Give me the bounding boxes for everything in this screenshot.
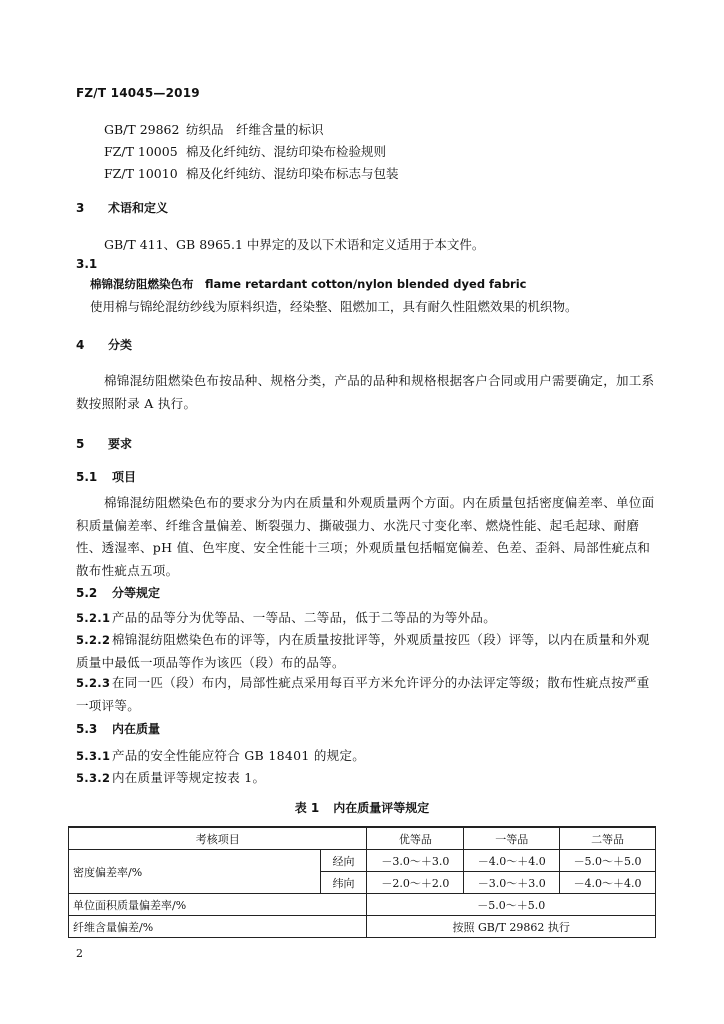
header-cell: 优等品 bbox=[367, 827, 464, 850]
header-cell: 考核项目 bbox=[69, 827, 367, 850]
section-title: 项目 bbox=[112, 470, 137, 484]
table-cell: －4.0～＋4.0 bbox=[464, 850, 560, 872]
section-5-2-heading bbox=[76, 584, 160, 601]
section-5-heading bbox=[76, 435, 132, 452]
clause-text: 产品的品等分为优等品、一等品、二等品，低于二等品的为等外品。 bbox=[112, 610, 497, 625]
term-definition: 使用棉与锦纶混纺纱线为原料织造，经染整、阻燃加工，具有耐久性阻燃效果的机织物。 bbox=[90, 299, 578, 314]
table-cell: －2.0～＋2.0 bbox=[367, 872, 464, 894]
section-4-heading bbox=[76, 336, 132, 353]
normative-reference bbox=[104, 164, 399, 182]
normative-reference bbox=[104, 142, 386, 160]
standard-header: FZ/T 14045—2019 bbox=[76, 86, 200, 100]
ref-title: 棉及化纤纯纺、混纺印染布标志与包装 bbox=[186, 166, 399, 181]
normative-reference bbox=[104, 120, 324, 138]
section-title: 内在质量 bbox=[112, 722, 161, 736]
clause-5-2-3 bbox=[76, 672, 658, 717]
table-row bbox=[69, 894, 656, 916]
section-5-1-text: 棉锦混纺阻燃染色布的要求分为内在质量和外观质量两个方面。内在质量包括密度偏差率、单位面积质量偏差率、纤维含量偏差、断裂强力、撕破强力、水洗尺寸变化率、燃烧性能、起毛起球、耐磨性、透湿率、pH 值、色牢度、安全性能十三项；外观质量包括幅宽偏差、色差、歪斜、局部性疵点和散布性疵点五项。 bbox=[76, 495, 655, 578]
term-name: 棉锦混纺阻燃染色布 flame retardant cotton/nylon blended dyed fabric bbox=[90, 277, 527, 291]
section-number: 5.1 bbox=[76, 470, 98, 484]
section-number: 5.3 bbox=[76, 722, 98, 736]
clause-5-3-1 bbox=[76, 745, 658, 768]
table-cell: －3.0～＋3.0 bbox=[464, 872, 560, 894]
clause-5-2-2 bbox=[76, 629, 658, 674]
section-3-intro: GB/T 411、GB 8965.1 中界定的及以下术语和定义适用于本文件。 bbox=[104, 237, 485, 252]
row-label: 纤维含量偏差/% bbox=[69, 916, 367, 938]
section-title: 术语和定义 bbox=[108, 201, 169, 215]
clause-number: 5.2.2 bbox=[76, 633, 111, 647]
quality-grade-table bbox=[68, 826, 656, 938]
clause-5-3-2 bbox=[76, 767, 658, 790]
clause-text: 棉锦混纺阻燃染色布的评等，内在质量按批评等，外观质量按匹（段）评等，以内在质量和外观质量中最低一项品等作为该匹（段）布的品等。 bbox=[76, 632, 650, 670]
clause-5-2-1 bbox=[76, 607, 658, 630]
section-5-3-heading bbox=[76, 720, 160, 737]
clause-text: 产品的安全性能应符合 GB 18401 的规定。 bbox=[112, 748, 366, 763]
term-number: 3.1 bbox=[76, 257, 98, 271]
table-title: 内在质量评等规定 bbox=[333, 801, 430, 815]
table-cell: 按照 GB/T 29862 执行 bbox=[367, 916, 656, 938]
header-cell: 一等品 bbox=[464, 827, 560, 850]
section-title: 要求 bbox=[108, 437, 133, 451]
table-cell: －4.0～＋4.0 bbox=[560, 872, 656, 894]
ref-code: FZ/T 10010 bbox=[104, 166, 178, 181]
table-cell: －5.0～＋5.0 bbox=[560, 850, 656, 872]
section-title: 分类 bbox=[108, 338, 133, 352]
clause-text: 在同一匹（段）布内，局部性疵点采用每百平方米允许评分的办法评定等级；散布性疵点按严重一项评等。 bbox=[76, 675, 650, 713]
section-number: 5 bbox=[76, 437, 85, 451]
table-cell: －5.0～＋5.0 bbox=[367, 894, 656, 916]
ref-title: 纺织品 纤维含量的标识 bbox=[186, 122, 324, 137]
row-label: 单位面积质量偏差率/% bbox=[69, 894, 367, 916]
section-number: 4 bbox=[76, 338, 85, 352]
clause-number: 5.2.1 bbox=[76, 611, 111, 625]
table-row bbox=[69, 916, 656, 938]
sub-label: 纬向 bbox=[320, 872, 367, 894]
clause-text: 内在质量评等规定按表 1。 bbox=[112, 770, 266, 785]
table-header-row bbox=[69, 827, 656, 850]
ref-code: GB/T 29862 bbox=[104, 122, 180, 137]
section-number: 5.2 bbox=[76, 586, 98, 600]
clause-number: 5.3.2 bbox=[76, 771, 111, 785]
section-title: 分等规定 bbox=[112, 586, 161, 600]
ref-code: FZ/T 10005 bbox=[104, 144, 178, 159]
clause-number: 5.2.3 bbox=[76, 676, 111, 690]
table-number: 表 1 bbox=[294, 801, 320, 815]
page-number: 2 bbox=[76, 947, 83, 960]
section-5-1-heading bbox=[76, 468, 136, 485]
section-3-heading bbox=[76, 199, 168, 216]
section-4-text: 棉锦混纺阻燃染色布按品种、规格分类，产品的品种和规格根据客户合同或用户需要确定，加工系数按照附录 A 执行。 bbox=[76, 373, 655, 411]
header-cell: 二等品 bbox=[560, 827, 656, 850]
clause-number: 5.3.1 bbox=[76, 749, 111, 763]
table-caption bbox=[0, 799, 724, 816]
row-label: 密度偏差率/% bbox=[69, 850, 321, 894]
table-cell: －3.0～＋3.0 bbox=[367, 850, 464, 872]
ref-title: 棉及化纤纯纺、混纺印染布检验规则 bbox=[186, 144, 387, 159]
table-row bbox=[69, 850, 656, 872]
sub-label: 经向 bbox=[320, 850, 367, 872]
section-number: 3 bbox=[76, 201, 85, 215]
